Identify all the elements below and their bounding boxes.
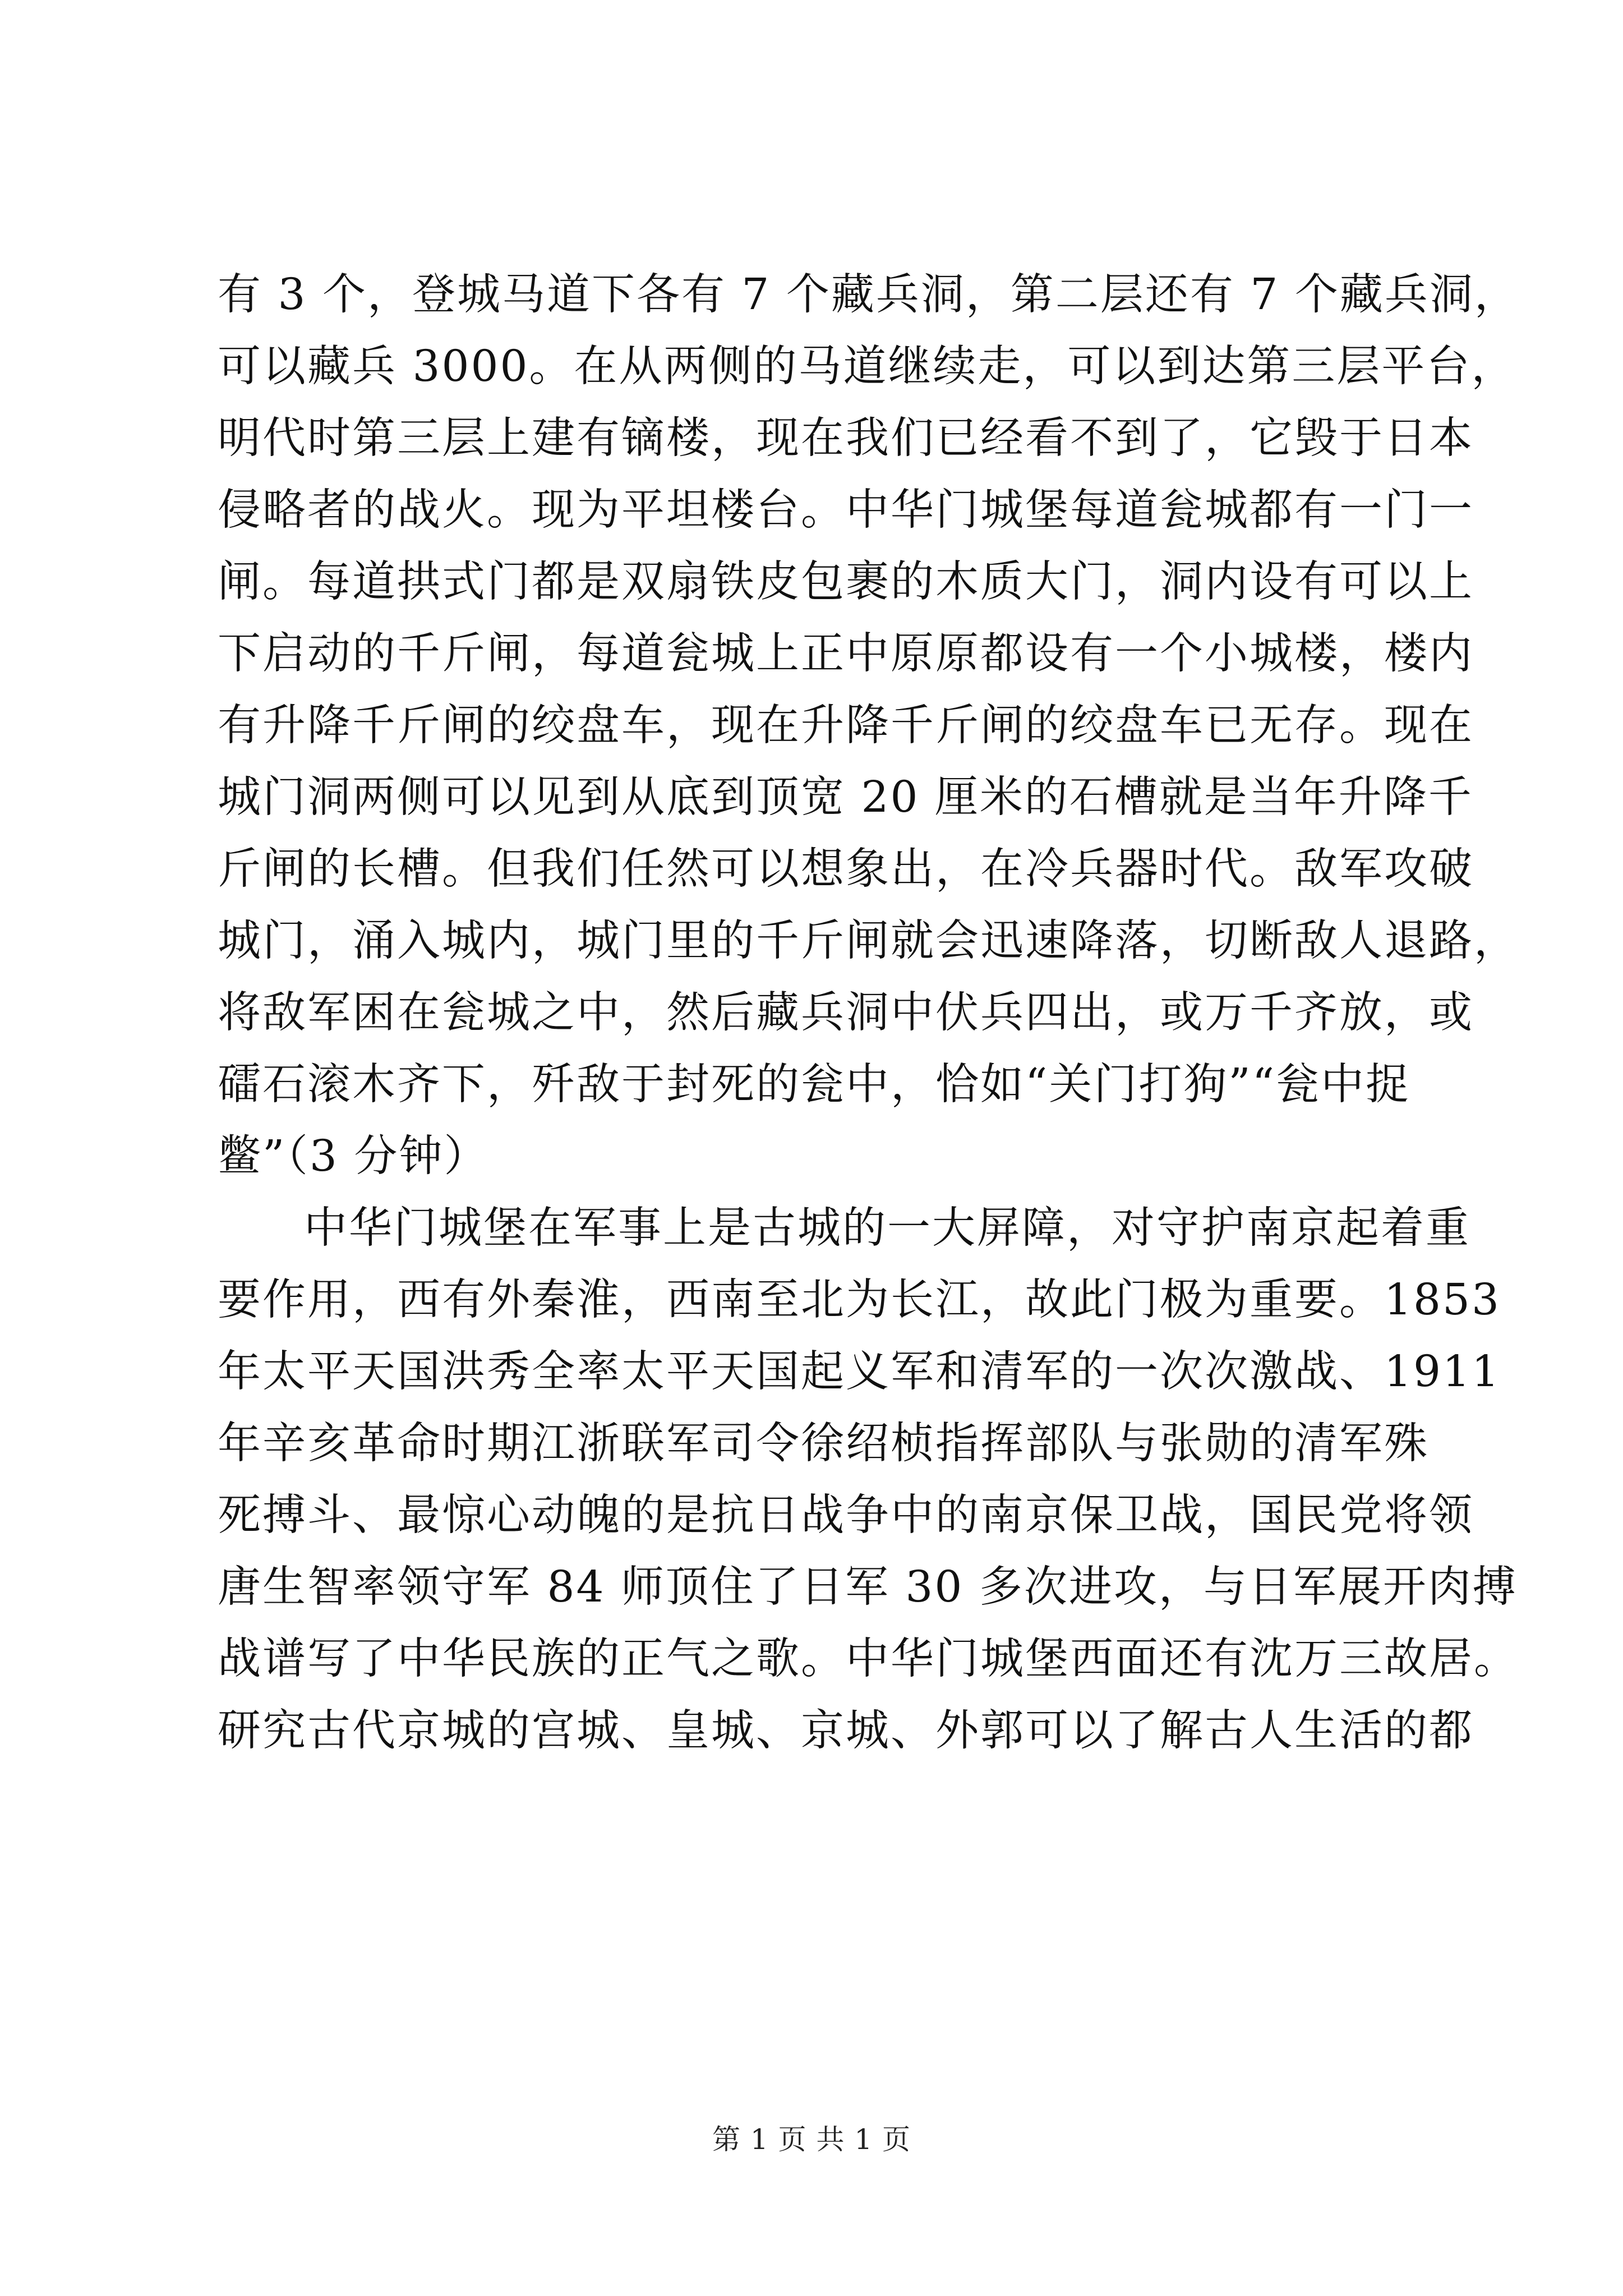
- text-line: 鳖”（3 分钟）: [218, 1131, 489, 1181]
- text-line: 有升降千斤闸的绞盘车，现在升降千斤闸的绞盘车已无存。现在: [218, 701, 1474, 751]
- text-line: 城门洞两侧可以见到从底到顶宽 20 厘米的石槽就是当年升降千: [218, 772, 1473, 822]
- text-line: 研究古代京城的宫城、皇城、京城、外郭可以了解古人生活的都: [218, 1706, 1474, 1756]
- text-line: 死搏斗、最惊心动魄的是抗日战争中的南京保卫战，国民党将领: [218, 1490, 1474, 1540]
- text-line: 中华门城堡在军事上是古城的一大屏障，对守护南京起着重: [304, 1203, 1470, 1253]
- text-line: 要作用，西有外秦淮，西南至北为长江，故此门极为重要。1853: [218, 1275, 1501, 1325]
- text-line: 城门，涌入城内，城门里的千斤闸就会迅速降落，切断敌人退路，: [218, 916, 1519, 966]
- text-line: 年太平天国洪秀全率太平天国起义军和清军的一次次激战、1911: [218, 1347, 1501, 1397]
- text-line: 闸。每道拱式门都是双扇铁皮包裹的木质大门，洞内设有可以上: [218, 557, 1474, 607]
- text-line: 礌石滚木齐下，歼敌于封死的瓮中，恰如“关门打狗”“瓮中捉: [218, 1060, 1411, 1110]
- text-line: 年辛亥革命时期江浙联军司令徐绍桢指挥部队与张勋的清军殊: [218, 1419, 1429, 1469]
- page-number: 第 1 页 共 1 页: [712, 2123, 911, 2156]
- page-footer: [0, 2122, 1623, 2157]
- text-line: 下启动的千斤闸，每道瓮城上正中原原都设有一个小城楼，楼内: [218, 629, 1474, 679]
- paragraph-1: [218, 259, 1519, 1193]
- document-body: [218, 259, 1519, 1767]
- text-line: 唐生智率领守军 84 师顶住了日军 30 多次进攻，与日军展开肉搏: [218, 1562, 1518, 1612]
- paragraph-2: [218, 1193, 1519, 1767]
- text-line: 将敌军困在瓮城之中，然后藏兵洞中伏兵四出，或万千齐放，或: [218, 988, 1474, 1038]
- text-line: 有 3 个，登城马道下各有 7 个藏兵洞，第二层还有 7 个藏兵洞，: [218, 270, 1519, 320]
- text-line: 可以藏兵 3000。在从两侧的马道继续走，可以到达第三层平台，: [218, 342, 1516, 392]
- text-line: 斤闸的长槽。但我们任然可以想象出，在冷兵器时代。敌军攻破: [218, 844, 1474, 894]
- text-line: 侵略者的战火。现为平坦楼台。中华门城堡每道瓮城都有一门一: [218, 485, 1474, 535]
- text-line: 明代时第三层上建有镝楼，现在我们已经看不到了，它毁于日本: [218, 413, 1474, 463]
- text-line: 战谱写了中华民族的正气之歌。中华门城堡西面还有沈万三故居。: [218, 1634, 1519, 1684]
